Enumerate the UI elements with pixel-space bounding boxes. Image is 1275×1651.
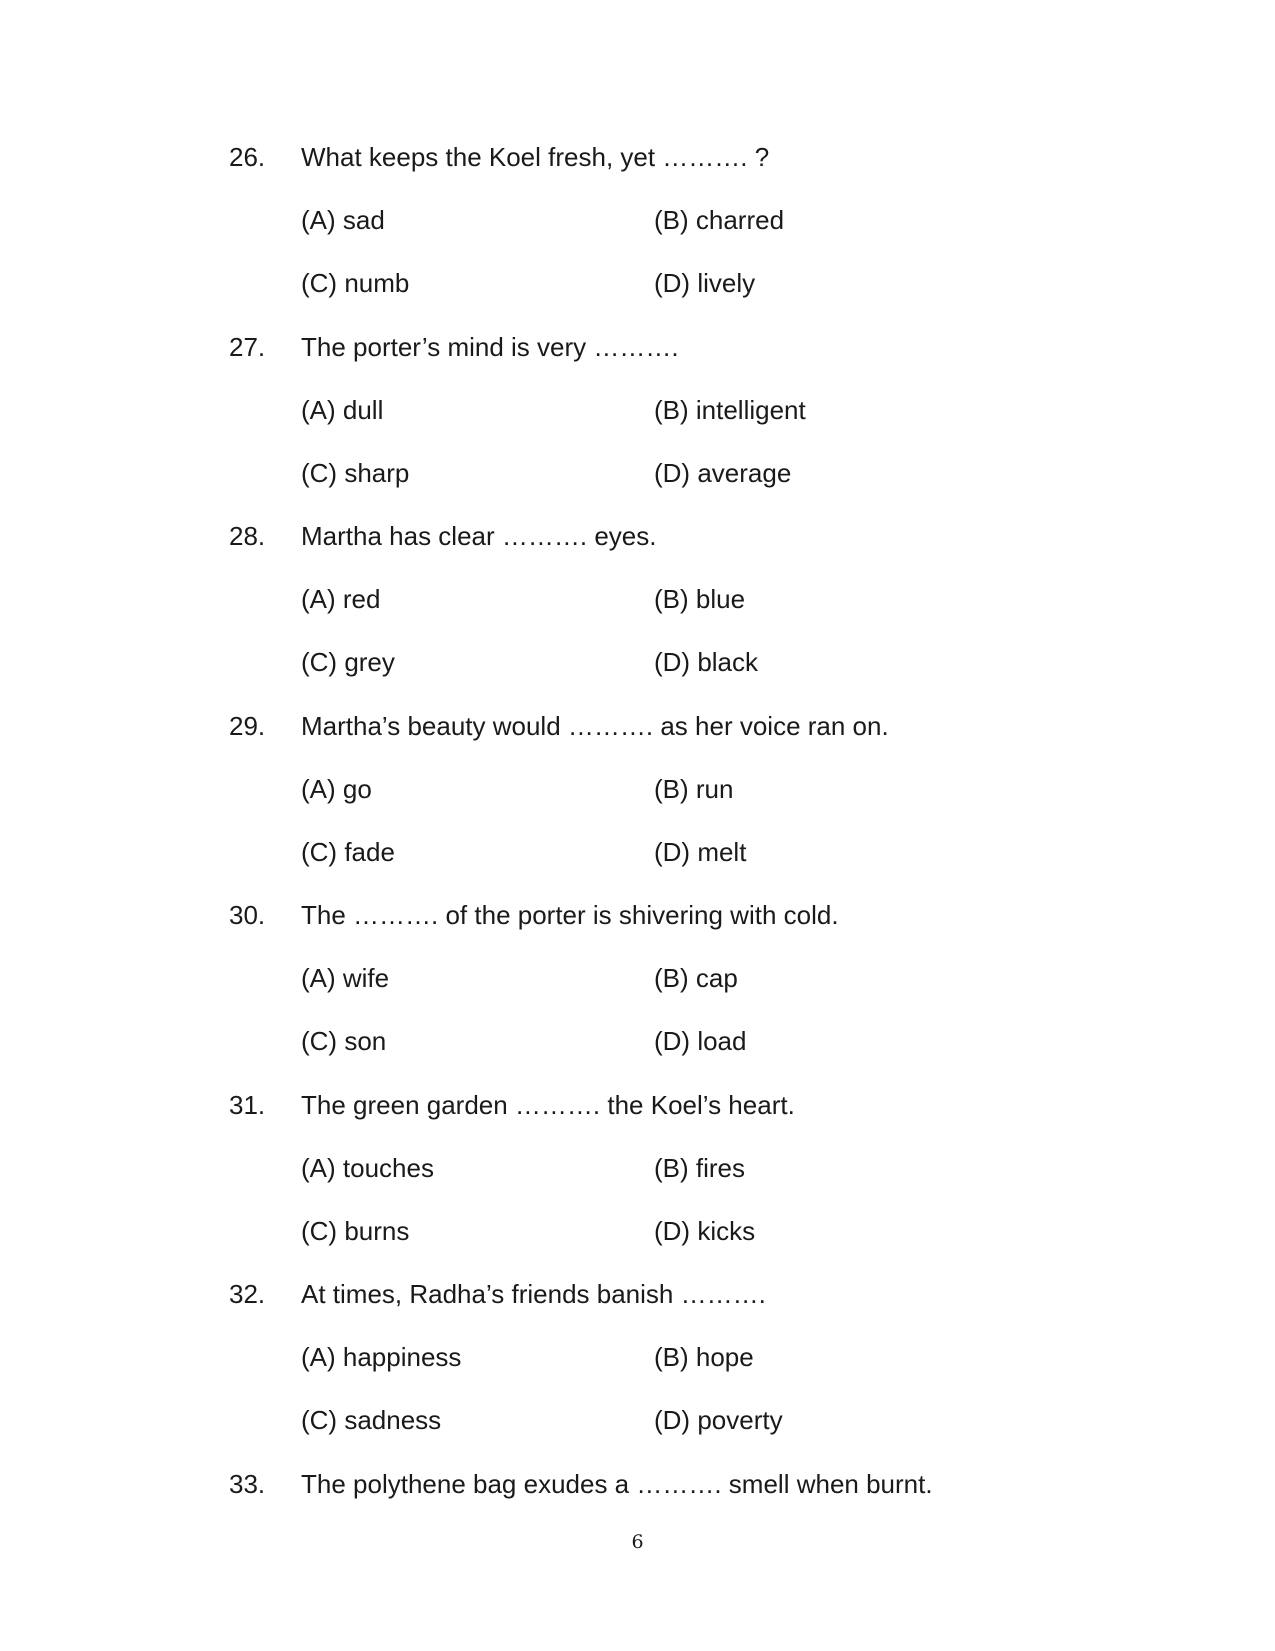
question-text: The green garden ………. the Koel’s heart. [301, 1090, 795, 1120]
option-c: (C) sharp [301, 458, 410, 488]
question-number: 29. [229, 711, 266, 741]
page-number: 6 [631, 1531, 644, 1553]
question-text: Martha’s beauty would ………. as her voice ran on. [301, 711, 889, 741]
option-a: (A) happiness [301, 1342, 462, 1372]
option-b: (B) blue [654, 584, 746, 614]
option-a: (A) go [301, 774, 372, 804]
option-b: (B) fires [654, 1153, 745, 1183]
option-a: (A) touches [301, 1153, 434, 1183]
question-text: The polythene bag exudes a ………. smell when burnt. [301, 1469, 933, 1499]
option-c: (C) grey [301, 647, 395, 677]
option-c: (C) son [301, 1026, 387, 1056]
option-a: (A) dull [301, 395, 384, 425]
option-d: (D) lively [654, 268, 756, 298]
question-text: What keeps the Koel fresh, yet ………. ? [301, 142, 770, 172]
option-d: (D) load [654, 1026, 747, 1056]
option-b: (B) cap [654, 963, 738, 993]
option-b: (B) intelligent [654, 395, 806, 425]
question-number: 27. [229, 332, 266, 362]
option-d: (D) kicks [654, 1216, 756, 1246]
question-line [0, 1274, 1275, 1314]
option-c: (C) sadness [301, 1405, 442, 1435]
question-text: Martha has clear ………. eyes. [301, 521, 657, 551]
option-a: (A) wife [301, 963, 390, 993]
question-line [0, 706, 1275, 746]
option-c: (C) burns [301, 1216, 410, 1246]
option-c: (C) numb [301, 268, 410, 298]
question-line [0, 327, 1275, 367]
question-text: The porter’s mind is very ………. [301, 332, 679, 362]
option-b: (B) run [654, 774, 734, 804]
question-text: At times, Radha’s friends banish ………. [301, 1279, 766, 1309]
option-b: (B) charred [654, 205, 785, 235]
question-line [0, 895, 1275, 935]
option-d: (D) melt [654, 837, 747, 867]
option-d: (D) poverty [654, 1405, 783, 1435]
question-number: 33. [229, 1469, 266, 1499]
option-d: (D) average [654, 458, 792, 488]
question-number: 30. [229, 900, 266, 930]
question-line [0, 1464, 1275, 1504]
question-number: 26. [229, 142, 266, 172]
option-d: (D) black [654, 647, 759, 677]
question-number: 32. [229, 1279, 266, 1309]
question-line [0, 516, 1275, 556]
question-number: 31. [229, 1090, 266, 1120]
option-a: (A) sad [301, 205, 385, 235]
question-text: The ………. of the porter is shivering with cold. [301, 900, 839, 930]
option-b: (B) hope [654, 1342, 754, 1372]
question-line [0, 137, 1275, 177]
question-line [0, 1085, 1275, 1125]
option-a: (A) red [301, 584, 381, 614]
question-number: 28. [229, 521, 266, 551]
option-c: (C) fade [301, 837, 395, 867]
